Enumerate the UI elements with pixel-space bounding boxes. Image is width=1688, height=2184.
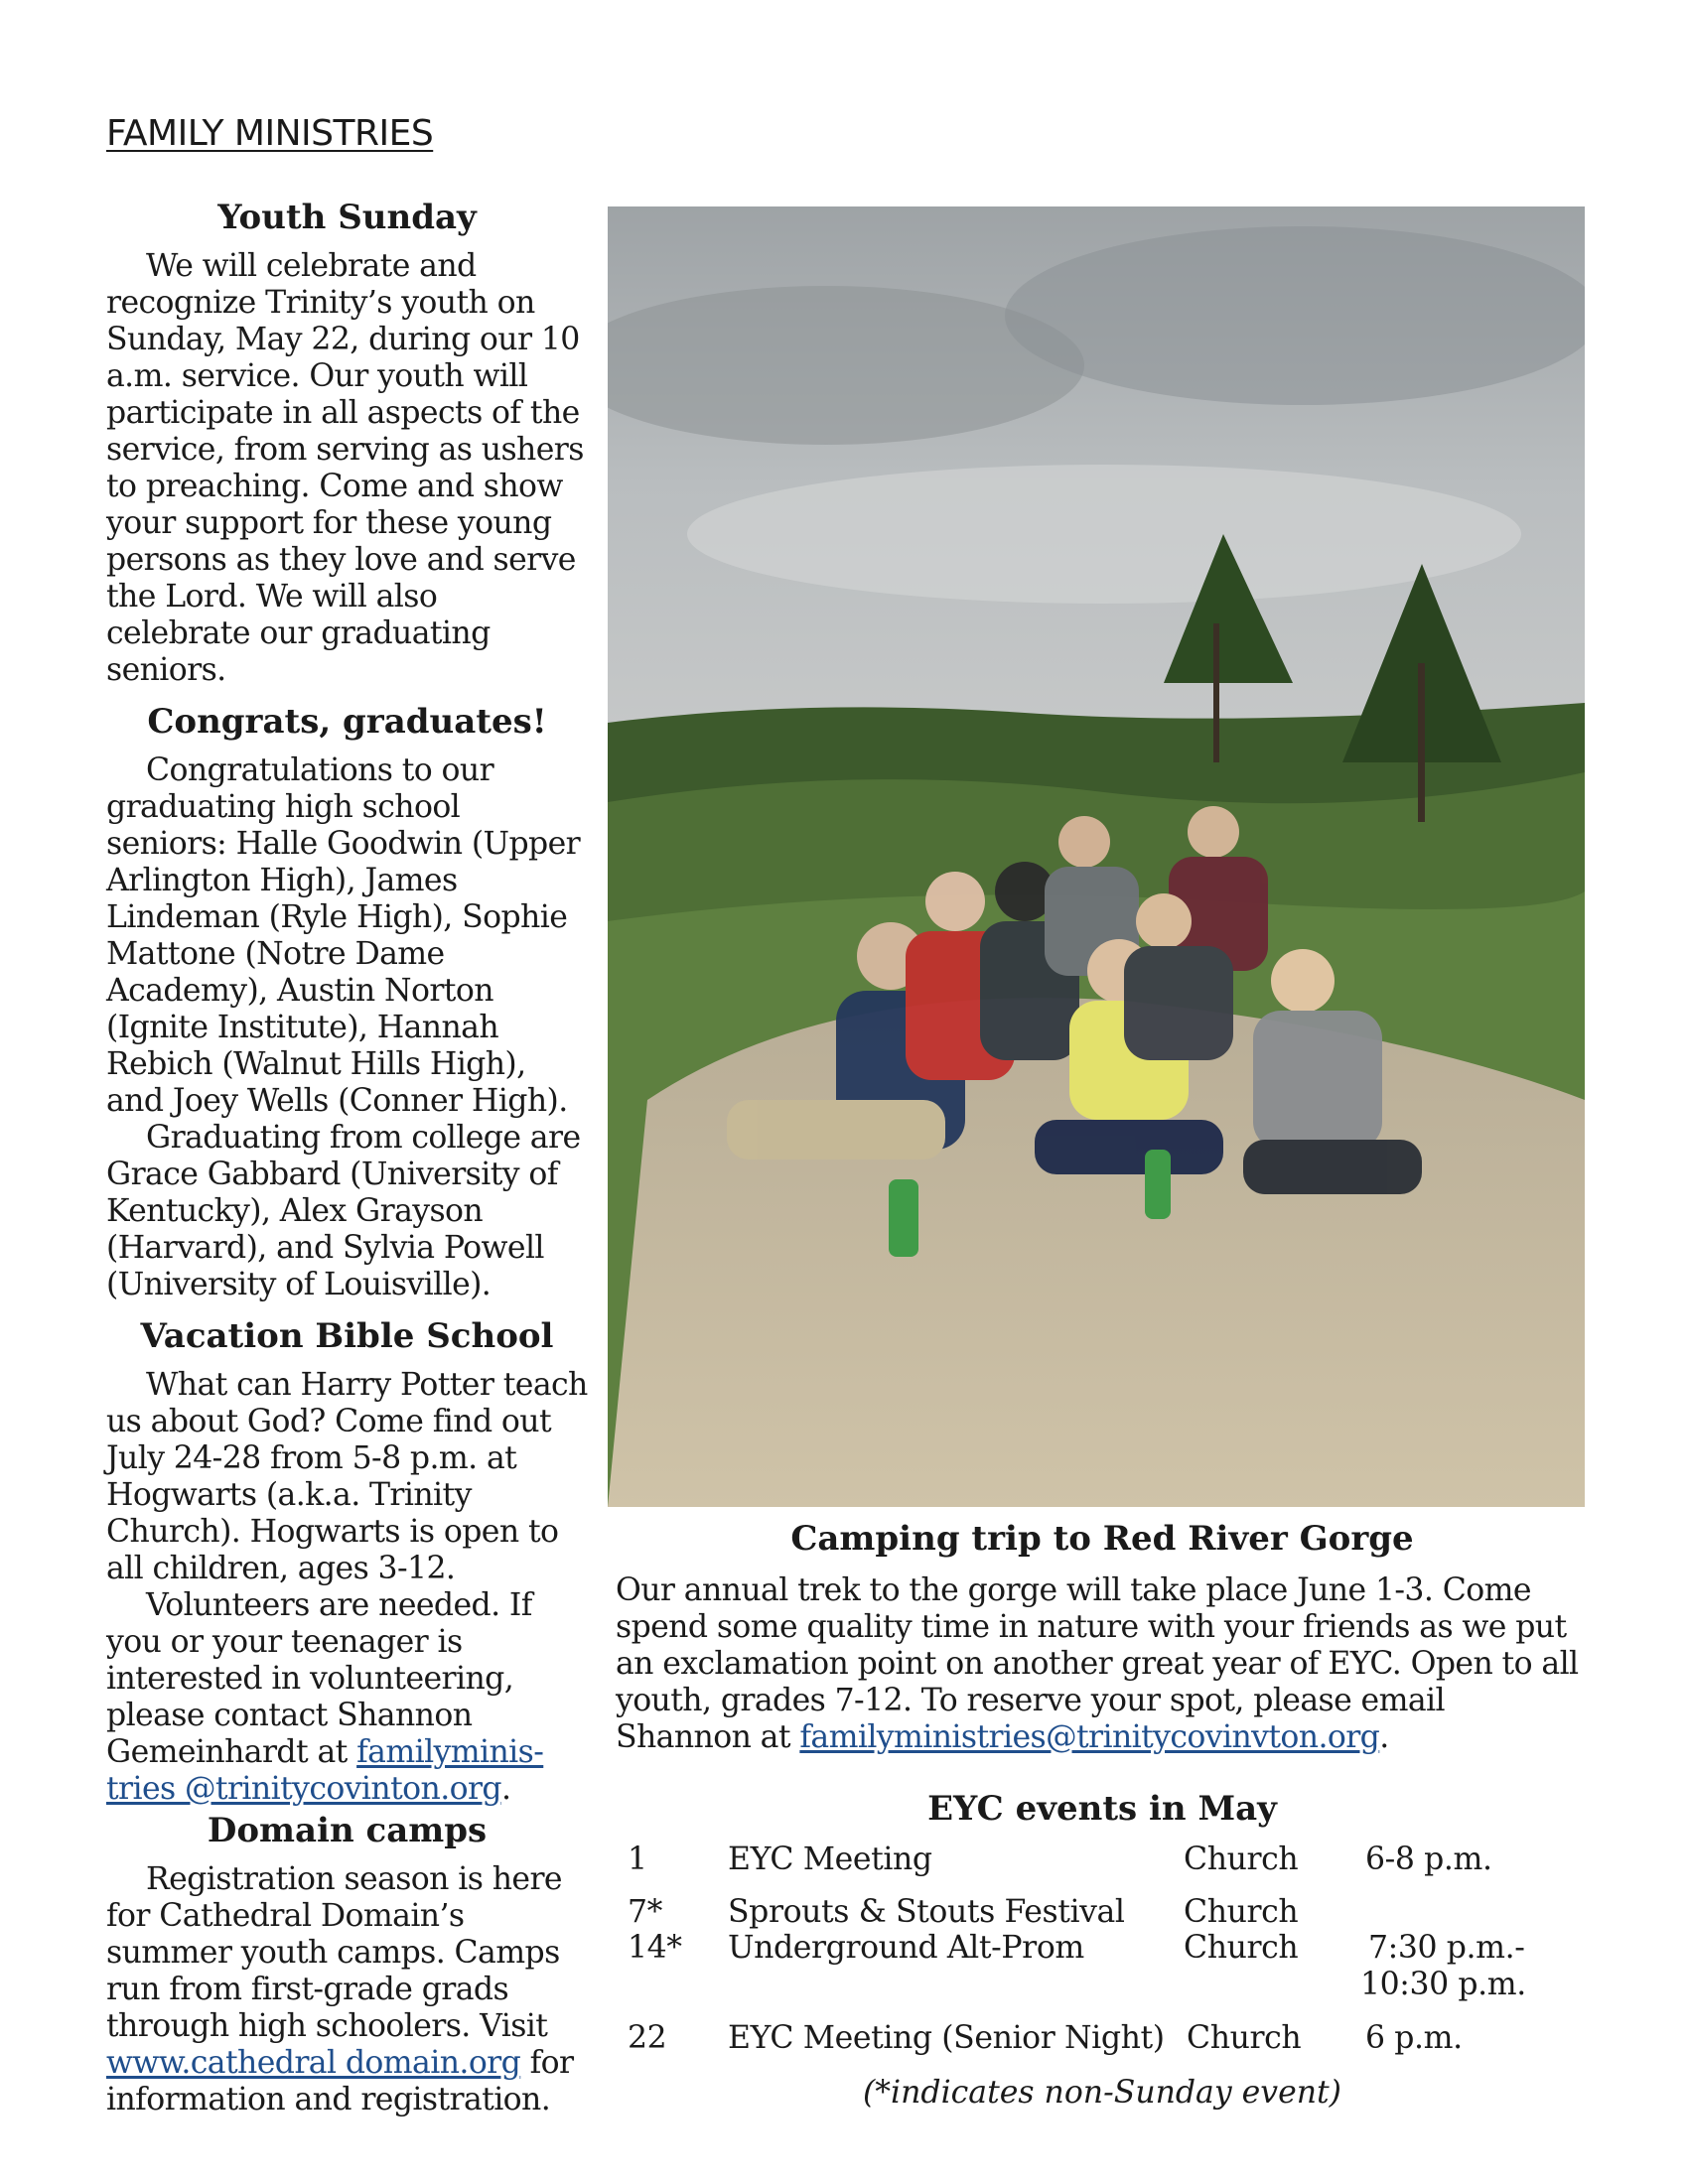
event-name: Sprouts & Stouts Festival bbox=[728, 1894, 1125, 1930]
vbs-heading: Vacation Bible School bbox=[140, 1316, 554, 1356]
events-footnote: (*indicates non-Sunday event) bbox=[863, 2075, 1341, 2111]
event-place: Church bbox=[1184, 1930, 1299, 1966]
vbs-text-2-lead: Volunteers are needed. If you or your teenager is interested in volunteering, please contact Shannon Gemeinhardt at bbox=[106, 1587, 532, 1770]
event-date: 7* bbox=[628, 1894, 662, 1930]
event-place: Church bbox=[1187, 2020, 1302, 2056]
event-place: Church bbox=[1184, 1842, 1299, 1877]
group-photo bbox=[608, 206, 1585, 1507]
event-time-end: 10:30 p.m. bbox=[1360, 1967, 1526, 2002]
domain-heading: Domain camps bbox=[207, 1811, 488, 1850]
event-name: EYC Meeting bbox=[728, 1842, 932, 1877]
event-time: 6 p.m. bbox=[1365, 2020, 1463, 2056]
event-name: EYC Meeting (Senior Night) bbox=[728, 2020, 1165, 2056]
event-time: 7:30 p.m.- bbox=[1368, 1930, 1525, 1966]
vbs-email-link[interactable]: familyminis-tries @trinitycovinton.org bbox=[106, 1734, 544, 1807]
event-date: 1 bbox=[628, 1842, 647, 1877]
vbs-text-2 bbox=[106, 1587, 588, 1808]
left-column bbox=[106, 195, 588, 2118]
section-label: FAMILY MINISTRIES bbox=[106, 113, 434, 154]
photo-illustration bbox=[608, 206, 1585, 1507]
eyc-heading: EYC events in May bbox=[927, 1789, 1277, 1829]
domain-text-lead: Registration season is here for Cathedral Domain’s summer youth camps. Camps run from first-grade grads through high schoolers. Visit bbox=[106, 1861, 562, 2044]
youth-sunday-heading: Youth Sunday bbox=[217, 198, 477, 237]
camping-email-link[interactable]: familyministries@trinitycovinvton.org bbox=[799, 1719, 1380, 1755]
vbs-text-2-end: . bbox=[501, 1771, 511, 1807]
event-time: 6-8 p.m. bbox=[1365, 1842, 1492, 1877]
event-place: Church bbox=[1184, 1894, 1299, 1930]
graduates-text-1: Congratulations to our graduating high school seniors: Halle Goodwin (Upper Arlington High), James Lindeman (Ryle High), Sophie Mattone (Notre Dame Academy), Austin Norton (Ignite Institute), Hannah Rebich (Walnut Hills High), and Joey Wells (Conner High). bbox=[106, 752, 581, 1119]
camping-heading: Camping trip to Red River Gorge bbox=[790, 1519, 1414, 1559]
youth-sunday-text: We will celebrate and recognize Trinity’s youth on Sunday, May 22, during our 10 a.m. service. Our youth will participate in all aspects of the service, from serving as ushers to preaching. Come and show your support for these young persons as they love and serve the Lord. We will also celebrate our graduating seniors. bbox=[106, 248, 584, 688]
graduates-text-2: Graduating from college are Grace Gabbard (University of Kentucky), Alex Grayson (Harvard), and Sylvia Powell (University of Louisville). bbox=[106, 1120, 581, 1302]
camping-text-lead: Our annual trek to the gorge will take place June 1-3. Come spend some quality time in nature with your friends as we put an exclamation point on another great year of EYC. Open to all youth, grades 7-12. To reserve your spot, please email Shannon at bbox=[616, 1572, 1579, 1755]
camping-text bbox=[616, 1572, 1589, 1756]
event-date: 22 bbox=[628, 2020, 667, 2056]
domain-text-end: for information and registration. bbox=[106, 2045, 574, 2117]
event-name: Underground Alt-Prom bbox=[728, 1930, 1084, 1966]
event-date: 14* bbox=[628, 1930, 682, 1966]
camping-section bbox=[616, 1519, 1589, 1756]
vbs-text-1: What can Harry Potter teach us about God? Come find out July 24-28 from 5-8 p.m. at Hogwarts (a.k.a. Trinity Church). Hogwarts is open to all children, ages 3-12. bbox=[106, 1367, 588, 1586]
camping-text-end: . bbox=[1379, 1719, 1389, 1755]
domain-website-link[interactable]: www.cathedral domain.org bbox=[106, 2045, 521, 2081]
domain-text bbox=[106, 1861, 588, 2118]
graduates-heading: Congrats, graduates! bbox=[147, 702, 547, 742]
eyc-events-section bbox=[616, 1787, 1589, 2111]
